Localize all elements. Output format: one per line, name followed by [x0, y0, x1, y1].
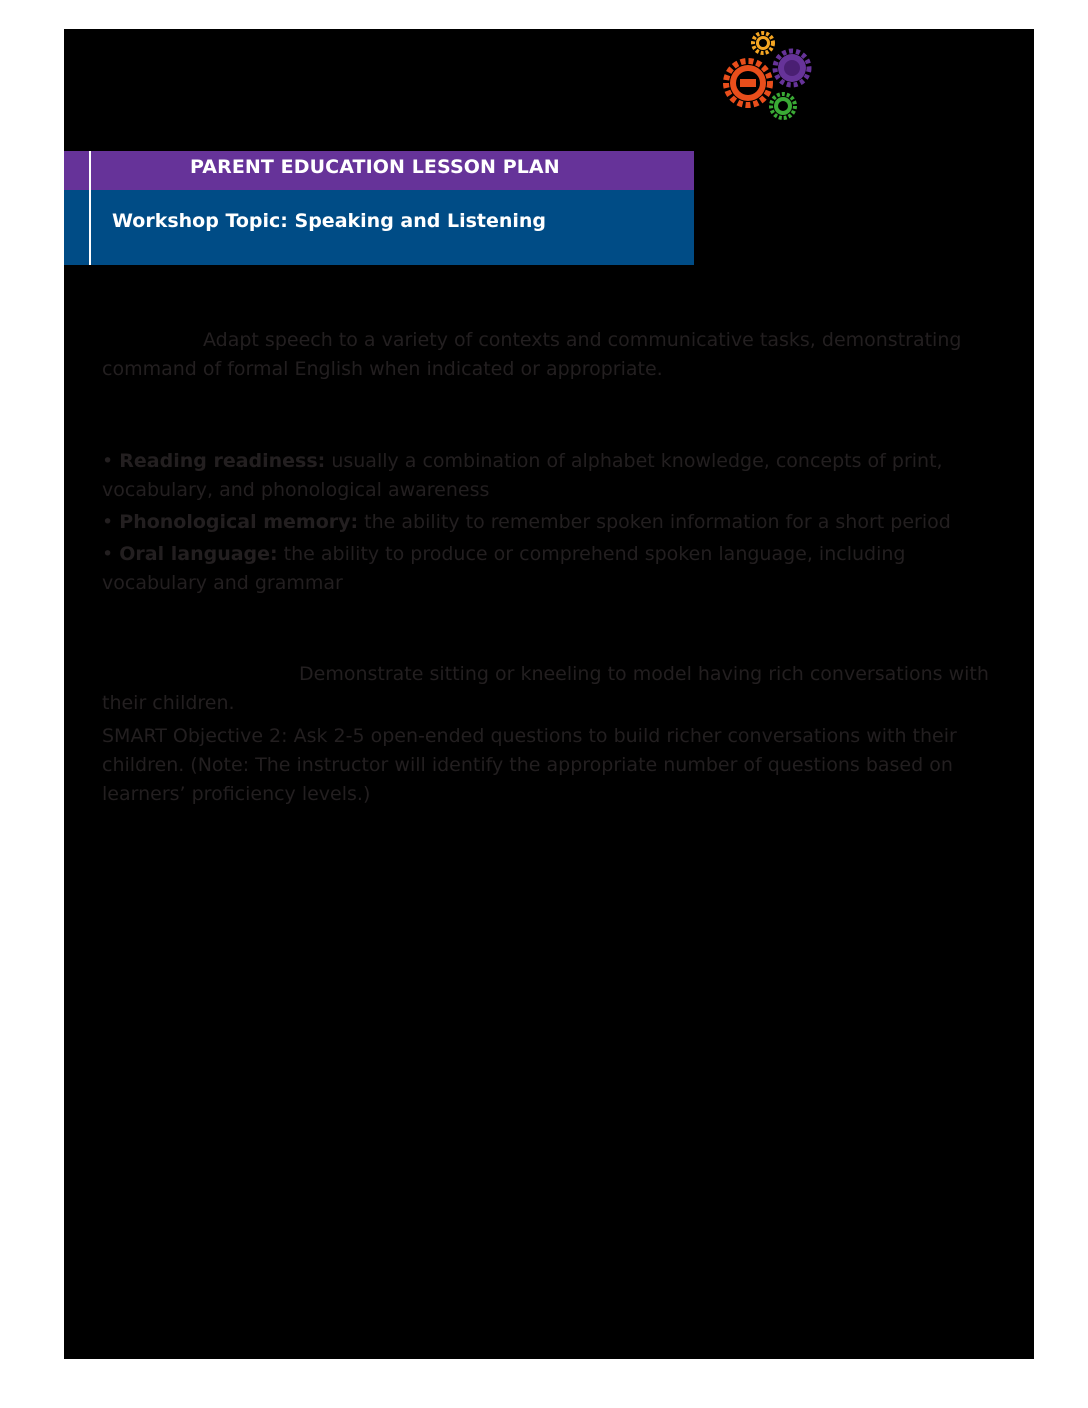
bullet: •	[102, 450, 114, 472]
term-oral-language	[102, 543, 905, 565]
standard-line-1: Adapt speech to a variety of contexts and communicative tasks, demonstrating	[203, 329, 962, 351]
objective-1-line-1: Demonstrate sitting or kneeling to model having rich conversations with	[299, 663, 989, 685]
objective-2-line-1: SMART Objective 2: Ask 2-5 open-ended questions to build richer conversations with their	[102, 725, 957, 747]
term-oral-language-cont: vocabulary and grammar	[102, 572, 343, 594]
term-label: Reading readiness:	[119, 450, 326, 472]
bullet: •	[102, 543, 114, 565]
header-divider	[89, 151, 91, 265]
term-label: Phonological memory:	[119, 511, 359, 533]
yellow-gear-icon	[753, 33, 773, 53]
term-reading-readiness-cont: vocabulary, and phonological awareness	[102, 479, 490, 501]
green-gear-icon	[771, 94, 795, 118]
term-definition: usually a combination of alphabet knowledge, concepts of print,	[325, 450, 943, 472]
plan-title: PARENT EDUCATION LESSON PLAN	[190, 156, 560, 178]
term-phonological-memory	[102, 511, 951, 533]
objective-1-line-2: their children.	[102, 692, 235, 714]
term-reading-readiness	[102, 450, 943, 472]
objective-2-line-2: children. (Note: The instructor will identify the appropriate number of questions based on	[102, 754, 953, 776]
purple-gear-icon	[775, 51, 809, 85]
orange-gear-icon	[726, 61, 770, 105]
term-label: Oral language:	[119, 543, 278, 565]
term-definition: the ability to produce or comprehend spoken language, including	[277, 543, 906, 565]
term-definition: the ability to remember spoken information for a short period	[358, 511, 951, 533]
workshop-topic: Workshop Topic: Speaking and Listening	[112, 210, 547, 232]
objective-2-line-3: learners’ proficiency levels.)	[102, 783, 371, 805]
gears-logo-icon	[720, 28, 820, 128]
bullet: •	[102, 511, 114, 533]
standard-line-2: command of formal English when indicated or appropriate.	[102, 358, 663, 380]
lesson-plan-header	[64, 151, 694, 265]
